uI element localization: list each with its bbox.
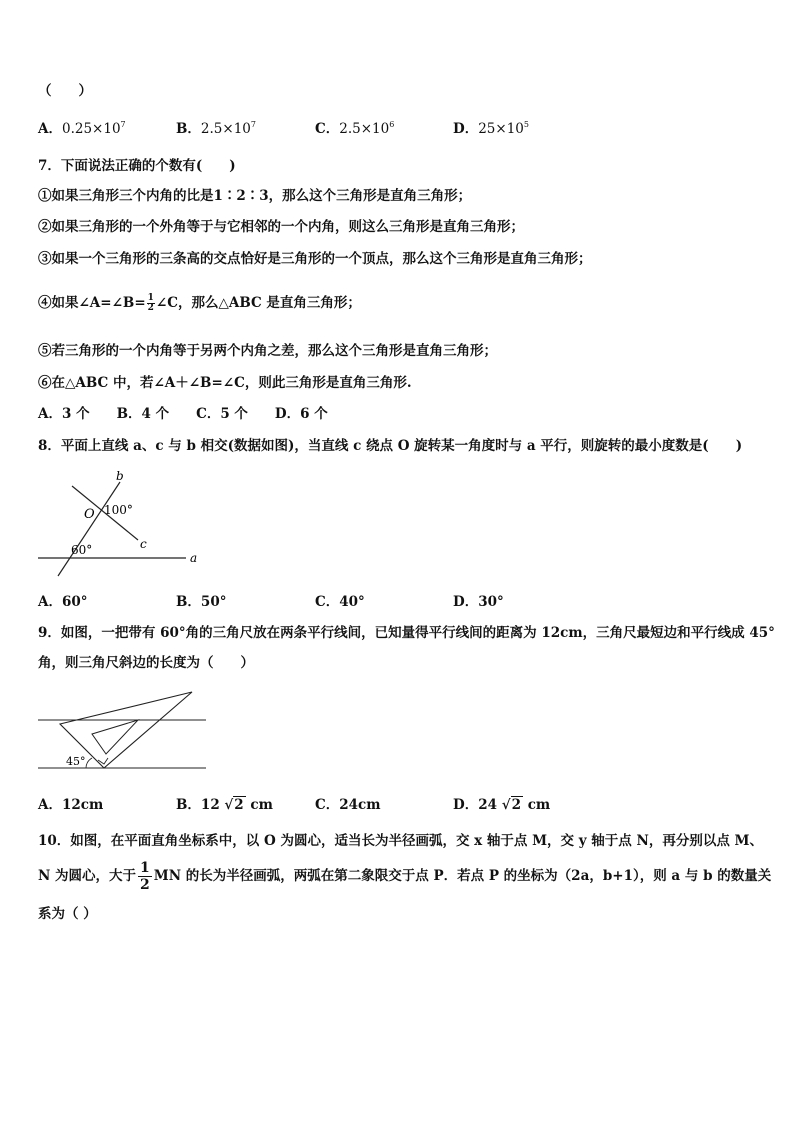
line-b [58,482,120,576]
q9-option-d: D．24 √2 cm [453,797,551,813]
q6-option-d: D．$25\times 10^5$ [453,120,529,137]
q8-stem: 8．平面上直线 a、c 与 b 相交(数据如图)，当直线 c 绕点 O 旋转某一角度时与 a 平行，则旋转的最小度数是( ) [38,438,743,454]
q7-statement-1: ①如果三角形三个内角的比是1∶2∶3，那么这个三角形是直角三角形； [38,188,472,204]
q6-paren: （ ） [38,83,92,99]
q7-statement-5: ⑤若三角形的一个内角等于另两个内角之差，那么这个三角形是直角三角形； [38,343,497,359]
q7-fraction: $\frac{1}{2}$ [147,293,154,313]
q6-option-a: A．$0.25\times 10^7$ [38,120,126,137]
q7-statement-4: ④如果∠A=∠B= $\frac{1}{2}$ ∠C，那么△ABC 是直角三角形； [38,293,361,313]
q7-options: A．3 个 B．4 个 C．5 个 D．6 个 [38,406,328,422]
q8-option-a: A．60° [38,594,88,610]
q7-statement-2: ②如果三角形的一个外角等于与它相邻的一个内角，则这么三角形是直角三角形； [38,219,524,235]
label-a: a [190,551,198,565]
q8-option-c: C．40° [315,594,365,610]
angle-arc [86,758,92,768]
q10-line-2: N 为圆心，大于 $\frac{1}{2}$ MN 的长为半径画弧，两弧在第二象限交于点 P．若点 P 的坐标为（2a，b+1），则 a 与 b 的数量关 [38,860,772,893]
q6-option-c: C．$2.5\times 10^6$ [315,120,395,137]
sqrt-symbol: √2 [501,797,521,813]
q9-option-c: C．24cm [315,797,381,813]
q9-option-a: A．12cm [38,797,104,813]
q7-statement-3: ③如果一个三角形的三条高的交点恰好是三角形的一个顶点，那么这个三角形是直角三角形； [38,251,592,267]
q9-option-b: B．12 √2 cm [176,797,273,813]
angle-45: 45° [66,755,86,768]
label-b: b [116,469,124,483]
sqrt-symbol: √2 [224,797,244,813]
set-square-inner [92,720,138,754]
q7-statement-6: ⑥在△ABC 中，若∠A＋∠B=∠C，则此三角形是直角三角形. [38,375,412,391]
q8-option-b: B．50° [176,594,227,610]
q10-fraction: $\frac{1}{2}$ [140,860,150,893]
q10-line-3: 系为（ ） [38,906,97,922]
angle-60: 60° [71,543,93,557]
label-o: O [84,507,95,522]
q8-option-d: D．30° [453,594,504,610]
q9-stem-line-2: 角，则三角尺斜边的长度为（ ） [38,655,254,671]
q9-stem-line-1: 9．如图，一把带有 60°角的三角尺放在两条平行线间，已知量得平行线间的距离为 12cm，三角尺最短边和平行线成 45° [38,625,775,641]
q7-stem: 7．下面说法正确的个数有( ) [38,158,236,174]
q9-figure [34,688,210,774]
q10-line-1: 10．如图，在平面直角坐标系中，以 O 为圆心，适当长为半径画弧，交 x 轴于点 M，交 y 轴于点 N，再分别以点 M、 [38,833,763,849]
q8-figure [30,466,210,578]
label-c: c [140,537,147,551]
angle-100: 100° [104,503,133,517]
q6-option-b: B．$2.5\times 10^7$ [176,120,256,137]
